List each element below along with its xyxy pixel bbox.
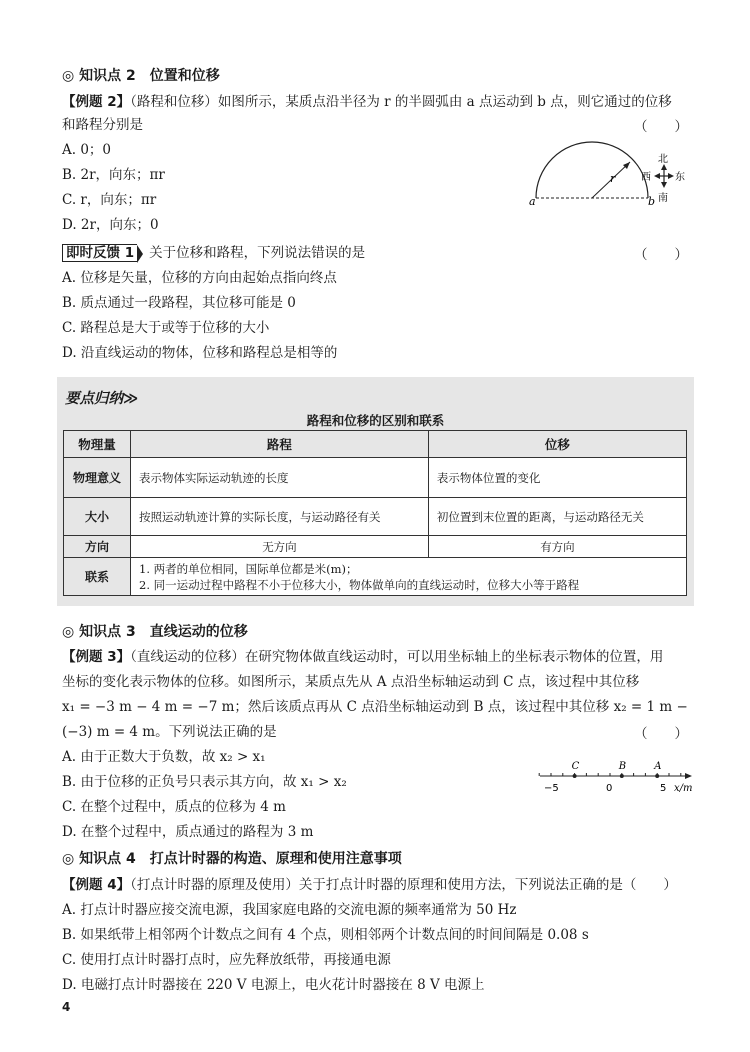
point-b-label: B	[618, 761, 627, 772]
point-c-label: C	[571, 761, 580, 772]
table-row	[64, 558, 687, 596]
ex3-paren: （ ）	[634, 726, 688, 742]
number-line-figure	[536, 758, 700, 798]
link-cell	[131, 558, 687, 596]
displacement-cell: 表示物体位置的变化	[428, 458, 686, 498]
point-c-dot	[573, 774, 577, 778]
ex3-text1: （直线运动的位移）在研究物体做直线运动时，可以用坐标轴上的坐标表示物体的位置，用	[130, 649, 664, 665]
fb1-question: 关于位移和路程，下列说法错误的是	[149, 245, 366, 261]
point-a-label: A	[654, 761, 662, 772]
point-b-label: b	[648, 195, 656, 208]
link-line-1: 1. 两者的单位相同，国际单位都是米(m)；	[139, 561, 358, 576]
row-label: 大小	[64, 498, 131, 536]
path-cell: 按照运动轨迹计算的实际长度，与运动路径有关	[131, 498, 429, 536]
fb1-option-b: B. 质点通过一段路程，其位移可能是 0	[62, 295, 296, 311]
east-label: 东	[675, 172, 685, 183]
ex4-option-c: C. 使用打点计时器打点时，应先释放纸带，再接通电源	[62, 952, 391, 968]
fb1-option-d: D. 沿直线运动的物体，位移和路程总是相等的	[62, 345, 338, 361]
ex4-option-d: D. 电磁打点计时器接在 220 V 电源上，电火花计时器接在 8 V 电源上	[62, 977, 485, 993]
fb1-paren: （ ）	[634, 247, 688, 263]
ex3-line1	[62, 647, 663, 667]
path-cell: 表示物体实际运动轨迹的长度	[131, 458, 429, 498]
comparison-table	[63, 430, 687, 596]
ex2-option-b: B. 2r，向东；πr	[62, 167, 165, 183]
semicircle-figure	[520, 140, 695, 210]
header-quantity: 物理量	[64, 431, 131, 458]
ex2-text1: （路程和位移）如图所示，某质点沿半径为 r 的半圆弧由 a 点运动到 b 点，则它通过的位移	[130, 94, 672, 110]
radius-label: r	[610, 172, 616, 185]
south-label: 南	[658, 193, 668, 204]
circle-marker-icon: ◎	[62, 851, 75, 867]
displacement-cell: 初位置到末位置的距离，与运动路径无关	[428, 498, 686, 536]
tick-label-m5: −5	[544, 783, 559, 794]
axis-arrow-icon	[685, 773, 692, 779]
ex4-option-a: A. 打点计时器应接交流电源，我国家庭电路的交流电源的频率通常为 50 Hz	[62, 902, 517, 918]
ex2-line1	[62, 92, 672, 112]
ex4-text1: （打点计时器的原理及使用）关于打点计时器的原理和使用方法，下列说法正确的是（ ）	[130, 877, 677, 893]
ex2-text2: 和路程分别是	[62, 117, 143, 133]
ex2-option-c: C. r，向东；πr	[62, 192, 157, 208]
page-number: 4	[62, 1000, 71, 1014]
row-label: 物理意义	[64, 458, 131, 498]
ex3-label: 【例题 3】	[62, 649, 131, 665]
axis-points	[572, 761, 662, 778]
kp3-heading	[62, 622, 248, 642]
table-title: 路程和位移的区别和联系	[306, 413, 445, 428]
north-label: 北	[658, 154, 668, 165]
path-cell: 无方向	[131, 536, 429, 558]
circle-marker-icon: ◎	[62, 68, 75, 84]
ex4-option-b: B. 如果纸带上相邻两个计数点之间有 4 个点，则相邻两个计数点间的时间间隔是 0.08 s	[62, 927, 589, 943]
summary-heading: 要点归纳≫	[65, 391, 139, 407]
ex2-label: 【例题 2】	[62, 94, 131, 110]
ex3-text2: 坐标的变化表示物体的位移。如图所示，某质点先从 A 点沿坐标轴运动到 C 点，该过程中其位移	[62, 674, 640, 690]
header-displacement: 位移	[428, 431, 686, 458]
fb1-line	[62, 243, 365, 263]
kp4-title: 知识点 4 打点计时器的构造、原理和使用注意事项	[79, 851, 402, 867]
fb1-label: 即时反馈 1	[62, 244, 137, 262]
ex3-option-d: D. 在整个过程中，质点通过的路程为 3 m	[62, 824, 314, 840]
ex3-text3: x₁ = −3 m − 4 m = −7 m；然后该质点再从 C 点沿坐标轴运动到 B 点，该过程中其位移 x₂ = 1 m −	[62, 699, 688, 715]
ex3-option-c: C. 在整个过程中，质点的位移为 4 m	[62, 799, 286, 815]
kp4-heading	[62, 849, 402, 869]
header-path: 路程	[131, 431, 429, 458]
ex2-option-a: A. 0；0	[62, 142, 112, 158]
tick-label-5: 5	[660, 783, 667, 794]
axis-label: x/m	[674, 783, 693, 794]
tick-label-0: 0	[606, 783, 613, 794]
ex3-option-a: A. 由于正数大于负数，故 x₂ > x₁	[62, 749, 266, 765]
west-label: 西	[641, 172, 651, 183]
fb1-option-c: C. 路程总是大于或等于位移的大小	[62, 320, 270, 336]
table-header-row	[64, 431, 687, 458]
displacement-cell: 有方向	[428, 536, 686, 558]
circle-marker-icon: ◎	[62, 624, 75, 640]
ex4-line1	[62, 875, 677, 895]
ex3-text4: (−3) m = 4 m。下列说法正确的是	[62, 724, 277, 740]
kp2-heading	[62, 66, 220, 86]
table-row	[64, 458, 687, 498]
link-line-2: 2. 同一运动过程中路程不小于位移大小，物体做单向的直线运动时，位移大小等于路程	[139, 577, 580, 592]
tag-arrow-icon	[137, 245, 143, 263]
ex2-paren: （ ）	[634, 119, 688, 135]
point-a-dot	[655, 774, 659, 778]
point-a-label: a	[529, 195, 536, 208]
ex3-option-b: B. 由于位移的正负号只表示其方向，故 x₁ > x₂	[62, 774, 347, 790]
kp3-title: 知识点 3 直线运动的位移	[79, 624, 248, 640]
point-b-dot	[620, 774, 624, 778]
table-row	[64, 498, 687, 536]
table-row	[64, 536, 687, 558]
fb1-option-a: A. 位移是矢量，位移的方向由起始点指向终点	[62, 270, 337, 286]
row-label: 联系	[64, 558, 131, 596]
kp2-title: 知识点 2 位置和位移	[79, 68, 220, 84]
ex2-option-d: D. 2r，向东；0	[62, 217, 159, 233]
ex4-label: 【例题 4】	[62, 877, 131, 893]
row-label: 方向	[64, 536, 131, 558]
